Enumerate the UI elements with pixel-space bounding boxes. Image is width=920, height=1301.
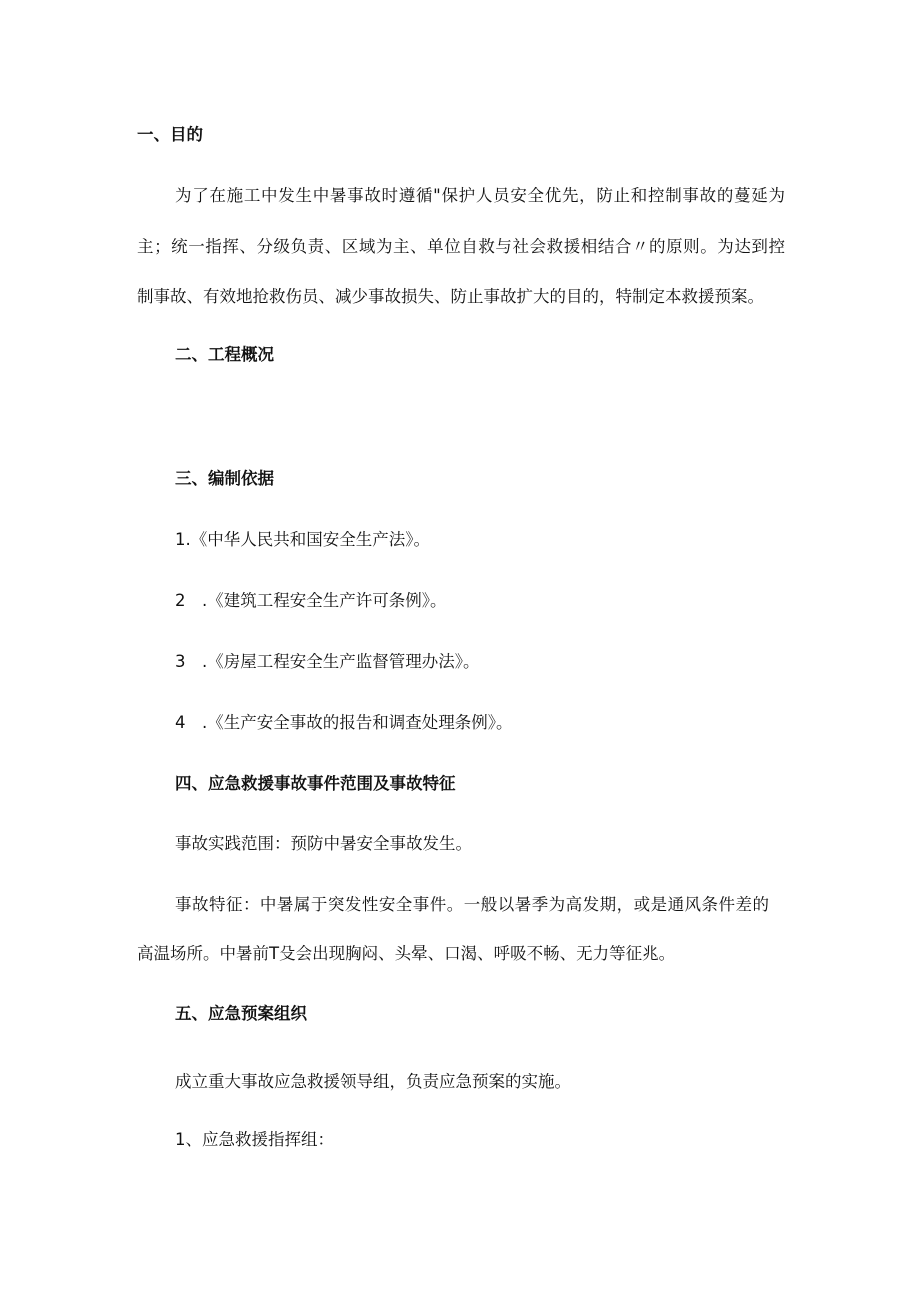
section-heading-scope-features: 四、应急救援事故事件范围及事故特征 — [175, 774, 456, 793]
section-heading-organization: 五、应急预案组织 — [175, 1004, 307, 1023]
basis-item-4: 4 .《生产安全事故的报告和调查处理条例》。 — [175, 713, 513, 732]
basis-item-2: 2 .《建筑工程安全生产许可条例》。 — [175, 591, 447, 610]
command-group-subheading: 1、应急救援指挥组： — [175, 1130, 334, 1149]
accident-feature-line-1: 事故特征：中暑属于突发性安全事件。一般以暑季为高发期，或是通风条件差的 — [175, 895, 769, 914]
accident-feature-line-2: 高温场所。中暑前T殳会出现胸闷、头晕、口渴、呼吸不畅、无力等征兆。 — [137, 944, 676, 963]
section-heading-project-overview: 二、工程概况 — [175, 345, 274, 364]
purpose-paragraph-line-1: 为了在施工中发生中暑事故时遵循"保护人员安全优先，防止和控制事故的蔓延为 — [175, 186, 785, 205]
basis-item-3: 3 .《房屋工程安全生产监督管理办法》。 — [175, 652, 480, 671]
basis-item-1: 1.《中华人民共和国安全生产法》。 — [175, 530, 430, 549]
purpose-paragraph-line-2: 主；统一指挥、分级负责、区域为主、单位自救与社会救援相结合〃的原则。为达到控 — [137, 237, 785, 256]
section-heading-basis: 三、编制依据 — [175, 469, 274, 488]
accident-scope-text: 事故实践范围：预防中暑安全事故发生。 — [175, 834, 472, 853]
purpose-paragraph-line-3: 制事故、有效地抢救伤员、减少事故损失、防止事故扩大的目的，特制定本救援预案。 — [137, 287, 764, 306]
organization-paragraph: 成立重大事故应急救援领导组，负责应急预案的实施。 — [175, 1072, 571, 1091]
section-heading-purpose: 一、目的 — [137, 125, 203, 144]
